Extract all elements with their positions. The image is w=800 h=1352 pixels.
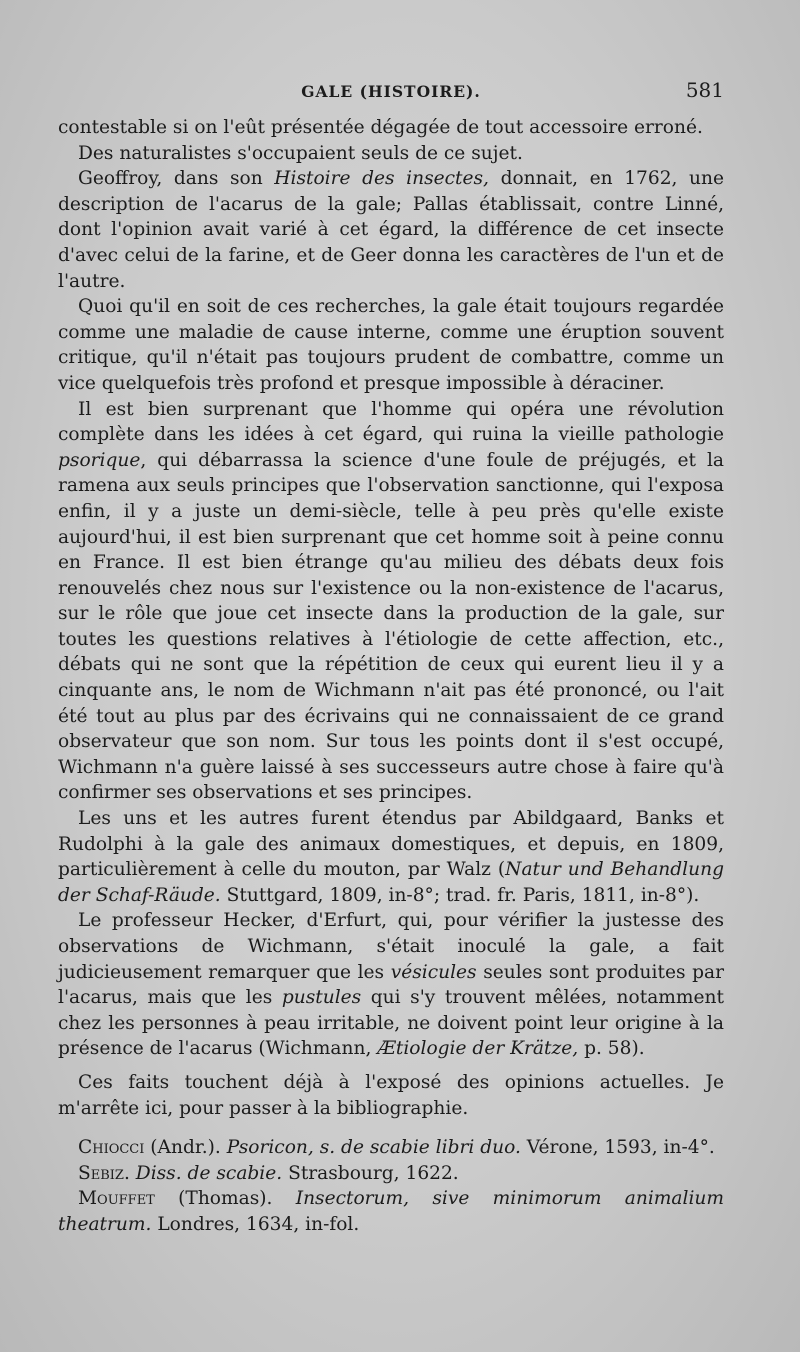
paragraph-6-text-a: Les uns et les autres furent étendus par Abildgaard, Banks et Rudolphi à la gale des animaux domestiques, et depuis, en 1809, particulièrement à celle du mouton, par Walz (	[58, 808, 724, 881]
bib-details: Londres, 1634, in-fol.	[151, 1213, 360, 1235]
paragraph-5-text-b: , qui débarrassa la science d'une foule de préjugés, et la ramena aux seuls principes que l'observation sanctionne, qui l'exposa enfin, il y a juste un demi-siècle, telle à peu près qu'elle existe aujourd'hui, il est bien surprenant que cet homme soit à peine connu en France. Il est bien étrange qu'au milieu des débats deux fois renouvelés chez nous sur l'existence ou la non-existence de l'acarus, sur le rôle que joue cet insecte dans la production de la gale, sur toutes les questions relatives à l'étiologie de cette affection, etc., débats qui ne sont que la répétition de ceux qui eurent lieu il y a cinquante ans, le nom de Wichmann n'ait pas été prononcé, ou l'ait été tout au plus par des écrivains qui ne connaissaient de ce grand observateur que son nom. Sur tous les points dont il s'est occupé, Wichmann n'a guère laissé à ses successeurs autre chose à faire qu'à confirmer ses observations et ses principes.	[58, 449, 724, 804]
bibliography	[58, 1135, 724, 1237]
page-number: 581	[685, 78, 724, 102]
book-title-aetiologie: Ætiologie der Krätze,	[377, 1038, 579, 1060]
paragraph-3-text-b: donnait, en 1762, une description de l'acarus de la gale; Pallas établissait, contre Linné, dont l'opinion avait varié à cet égard, la différence de cet insecte d'avec celui de la farine, et de Geer donna les caractères de l'un et de l'autre.	[58, 168, 724, 292]
book-title-natur-und-behandlung: Natur und Behandlung der Schaf-Räude.	[58, 859, 724, 906]
bibliography-entry	[58, 1186, 724, 1237]
paragraph-3	[58, 166, 724, 294]
paragraph-7-text-b: seules sont produites par l'acarus, mais que les	[58, 961, 724, 1009]
paragraph-3-text-a: Geoffroy, dans son	[78, 168, 275, 190]
bib-author-details: (Thomas).	[154, 1188, 296, 1210]
paragraph-5-text-a: Il est bien surprenant que l'homme qui opéra une révolution complète dans les idées à cet égard, qui ruina la vieille pathologie	[58, 398, 724, 446]
term-psorique: psorique	[58, 449, 141, 471]
bib-title: Diss. de scabie.	[135, 1162, 283, 1184]
paragraph-5	[58, 397, 724, 807]
bib-author: Mouffet	[78, 1188, 155, 1210]
bibliography-entry	[58, 1161, 724, 1187]
running-head: GALE (HISTOIRE).	[301, 82, 481, 101]
paragraph-6-text-b: Stuttgard, 1809, in-8°; trad. fr. Paris, 1811, in-8°).	[220, 884, 700, 906]
bib-author: Sebiz	[78, 1162, 124, 1184]
paragraph-6	[58, 806, 724, 908]
term-vesicules: vésicules	[390, 961, 477, 983]
term-pustules: pustules	[281, 987, 362, 1009]
bib-title: Insectorum, sive minimorum animalium theatrum.	[58, 1188, 725, 1235]
book-title-histoire-des-insectes: Histoire des insectes,	[274, 168, 489, 190]
bibliography-entry	[58, 1135, 724, 1161]
bib-author-details: .	[123, 1162, 136, 1184]
paragraph-8: Ces faits touchent déjà à l'exposé des opinions actuelles. Je m'arrête ici, pour passer à la bibliographie.	[58, 1071, 724, 1119]
page-header	[58, 78, 724, 106]
paragraph-4: Quoi qu'il en soit de ces recherches, la gale était toujours regardée comme une maladie de cause interne, comme une éruption souvent critique, qu'il n'était pas toujours prudent de combattre, comme un vice quelquefois très profond et presque impossible à déraciner.	[58, 296, 724, 394]
body-text	[58, 115, 724, 1121]
bib-details: Strasbourg, 1622.	[282, 1162, 459, 1184]
paragraph-7-text-c: qui s'y trouvent mêlées, notamment chez les personnes à peau irritable, ne doivent point leur origine à la présence de l'acarus (Wichmann,	[58, 987, 724, 1060]
paragraph-7	[58, 908, 724, 1062]
paragraph-1: contestable si on l'eût présentée dégagée de tout accessoire erroné.	[58, 117, 703, 138]
paragraph-7-text-a: Le professeur Hecker, d'Erfurt, qui, pour vérifier la justesse des observations de Wichmann, s'était inoculé la gale, a fait judicieusement remarquer que les	[58, 910, 724, 983]
bib-title: Psoricon, s. de scabie libri duo.	[226, 1137, 521, 1158]
paragraph-7-text-d: p. 58).	[578, 1038, 645, 1060]
bib-author-details: (Andr.).	[144, 1137, 227, 1158]
bib-author: Chiocci	[78, 1137, 145, 1158]
bib-details: Vérone, 1593, in-4°.	[520, 1137, 715, 1158]
paragraph-2: Des naturalistes s'occupaient seuls de ce sujet.	[78, 142, 523, 164]
